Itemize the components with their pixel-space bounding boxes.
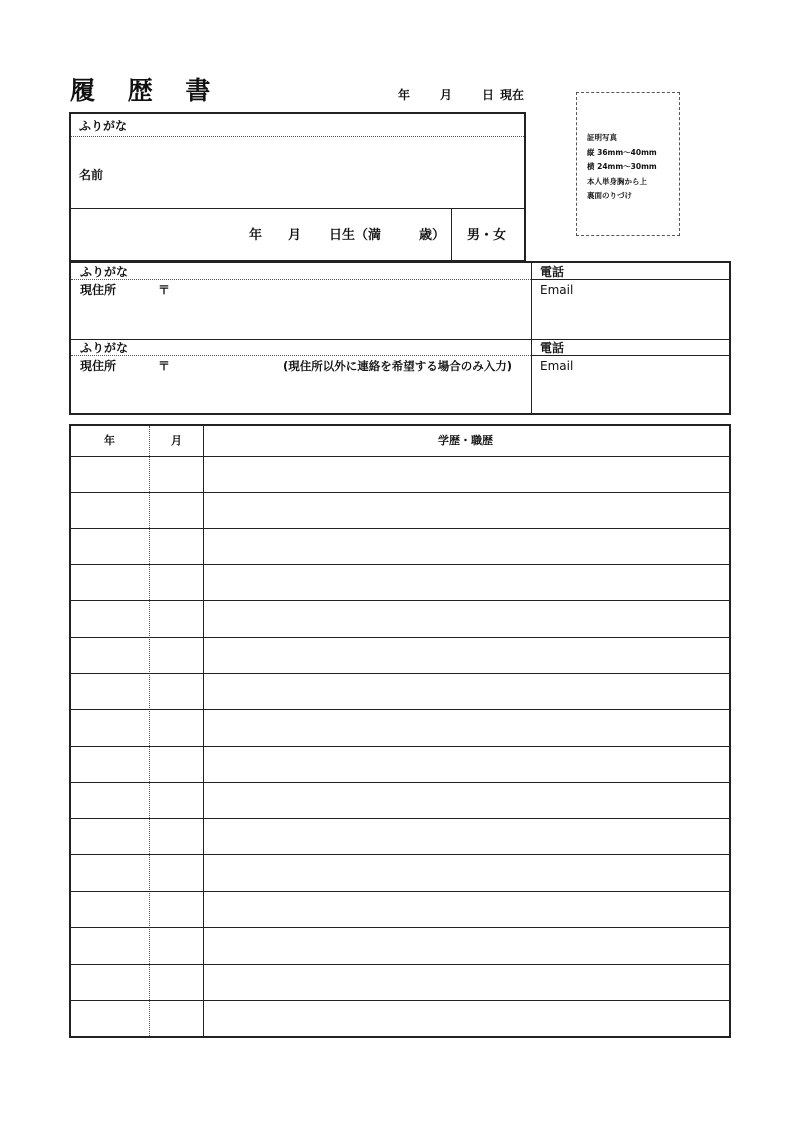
table-row[interactable] xyxy=(71,818,729,855)
address-label-2: 現住所 xyxy=(80,359,117,373)
email-label-2: Email xyxy=(540,359,574,373)
address-divider xyxy=(71,339,729,340)
email-label-1: Email xyxy=(540,283,574,297)
table-row[interactable] xyxy=(71,746,729,783)
contact-field-2[interactable] xyxy=(532,356,729,413)
gender-label[interactable]: 男・女 xyxy=(467,228,507,243)
col-history-header: 学歴・職歴 xyxy=(438,434,493,447)
photo-framing-note: 本人単身胸から上 xyxy=(587,176,647,186)
table-row[interactable] xyxy=(71,456,729,493)
date-day-label: 日 xyxy=(482,88,495,102)
date-suffix-label: 現在 xyxy=(500,88,525,102)
name-divider xyxy=(71,208,524,209)
furigana-label-2: ふりがな xyxy=(80,341,129,355)
col-month-header: 月 xyxy=(171,434,182,447)
date-year-label: 年 xyxy=(398,88,411,102)
date-month-label: 月 xyxy=(440,88,453,102)
address-field-2[interactable] xyxy=(71,356,530,413)
photo-glue-note: 裏面のりづけ xyxy=(587,191,632,200)
address-label-1: 現住所 xyxy=(80,283,117,297)
gender-divider xyxy=(451,208,452,262)
table-row[interactable] xyxy=(71,673,729,710)
table-row[interactable] xyxy=(71,1000,729,1037)
name-section xyxy=(69,112,526,262)
address-section xyxy=(69,261,731,415)
table-row[interactable] xyxy=(71,600,729,637)
photo-width-spec: 横 24mm～30mm xyxy=(587,162,657,171)
address-field-1[interactable] xyxy=(71,280,530,338)
age-label: 歳） xyxy=(419,228,446,243)
table-row[interactable] xyxy=(71,637,729,674)
history-table xyxy=(69,424,731,1038)
contact-note: (現住所以外に連絡を希望する場合のみ入力) xyxy=(283,359,513,373)
postal-mark-2: 〒 xyxy=(158,359,171,373)
name-label: 名前 xyxy=(79,168,104,182)
table-row[interactable] xyxy=(71,709,729,746)
photo-box[interactable] xyxy=(576,92,680,236)
table-row[interactable] xyxy=(71,854,729,891)
photo-caption: 証明写真 xyxy=(587,133,617,142)
name-field[interactable] xyxy=(71,137,524,207)
table-row[interactable] xyxy=(71,782,729,819)
table-row[interactable] xyxy=(71,891,729,928)
table-row[interactable] xyxy=(71,964,729,1001)
birth-year-label: 年 xyxy=(249,228,263,243)
furigana-label-1: ふりがな xyxy=(80,265,129,279)
col-year-header: 年 xyxy=(104,434,115,447)
table-row[interactable] xyxy=(71,564,729,601)
phone-label-1: 電話 xyxy=(540,265,565,279)
photo-height-spec: 縦 36mm～40mm xyxy=(587,147,657,157)
birth-month-label: 月 xyxy=(288,228,302,243)
furigana-label: ふりがな xyxy=(79,119,128,133)
table-row[interactable] xyxy=(71,492,729,529)
page-title: 履 歴 書 xyxy=(70,76,223,105)
birth-day-label: 日生（満 xyxy=(329,228,382,243)
contact-field-1[interactable] xyxy=(532,280,729,338)
postal-mark-1: 〒 xyxy=(158,283,171,297)
table-row[interactable] xyxy=(71,528,729,565)
date-line xyxy=(398,87,524,103)
phone-label-2: 電話 xyxy=(540,341,565,355)
table-row[interactable] xyxy=(71,927,729,964)
